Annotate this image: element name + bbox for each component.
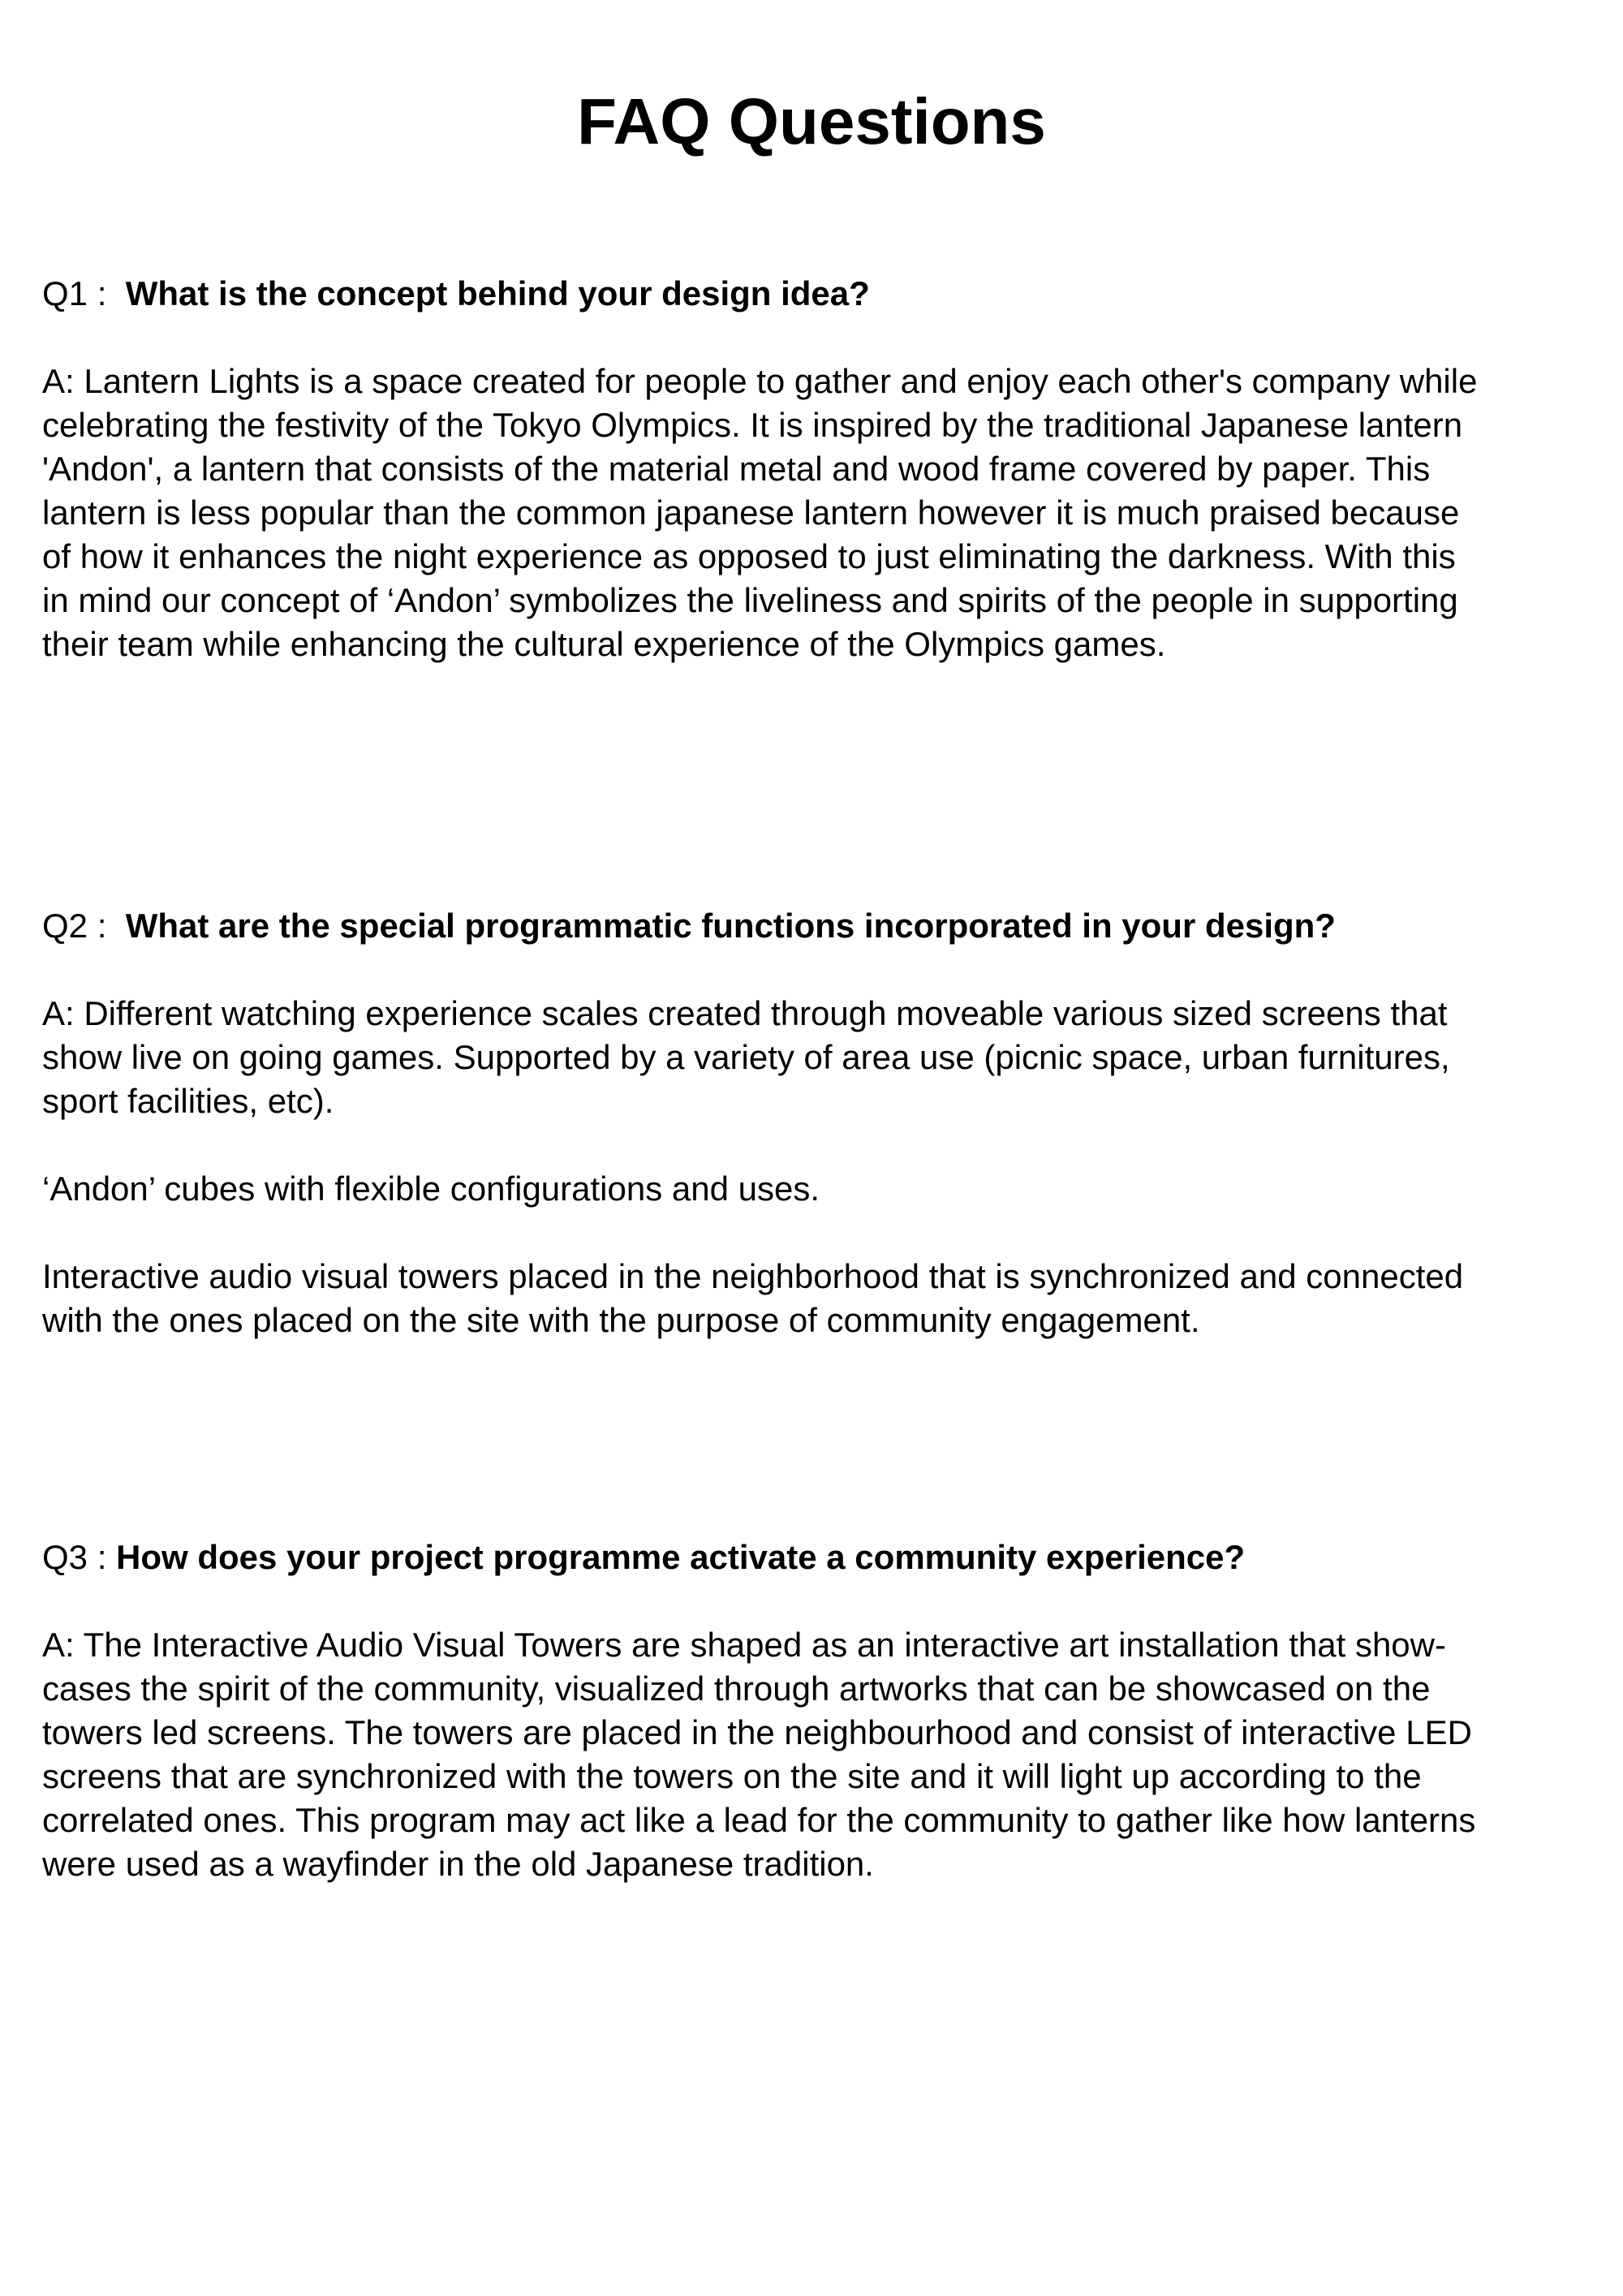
answer-line: with the ones placed on the site with the purpose of community engagement. [42, 1301, 1200, 1339]
page-title: FAQ Questions [577, 85, 1046, 157]
answer-line: A: The Interactive Audio Visual Towers are shaped as an interactive art installation that show- [42, 1626, 1446, 1664]
faq-item [42, 1536, 1600, 1886]
answer-line: cases the spirit of the community, visualized through artworks that can be showcased on the [42, 1669, 1431, 1708]
faq-answer [42, 1623, 1600, 1886]
answer-line: celebrating the festivity of the Tokyo Olympics. It is inspired by the traditional Japanese lantern [42, 406, 1463, 444]
faq-item [42, 272, 1600, 666]
faq-answer [42, 360, 1600, 666]
answer-line: A: Different watching experience scales created through moveable various sized screens that [42, 994, 1448, 1032]
question-label: Q2 : [42, 907, 107, 945]
answer-line: lantern is less popular than the common japanese lantern however it is much praised because [42, 493, 1460, 532]
question-text: What is the concept behind your design idea? [125, 274, 870, 312]
paragraph-gap [42, 1123, 1600, 1167]
answer-line: 'Andon', a lantern that consists of the material metal and wood frame covered by paper. This [42, 450, 1431, 488]
answer-line: Interactive audio visual towers placed in the neighborhood that is synchronized and connected [42, 1257, 1464, 1295]
answer-line: show live on going games. Supported by a variety of area use (picnic space, urban furnitures, [42, 1038, 1450, 1076]
answer-line: correlated ones. This program may act like a lead for the community to gather like how lanterns [42, 1801, 1476, 1839]
question-label: Q3 : [42, 1538, 107, 1576]
answer-line: sport facilities, etc). [42, 1082, 334, 1120]
answer-line: in mind our concept of ‘Andon’ symbolizes the liveliness and spirits of the people in supporting [42, 581, 1458, 619]
faq-item [42, 904, 1600, 1342]
question-text: What are the special programmatic functions incorporated in your design? [125, 907, 1336, 945]
answer-line: towers led screens. The towers are placed in the neighbourhood and consist of interactive LED [42, 1713, 1472, 1751]
paragraph-gap [42, 1211, 1600, 1255]
faq-question [42, 904, 1600, 948]
faq-question [42, 272, 1600, 316]
question-text: How does your project programme activate a community experience? [116, 1538, 1246, 1576]
faq-answer [42, 992, 1600, 1342]
answer-line: of how it enhances the night experience as opposed to just eliminating the darkness. With this [42, 537, 1456, 575]
answer-line: were used as a wayfinder in the old Japanese tradition. [42, 1845, 874, 1883]
answer-line: screens that are synchronized with the towers on the site and it will light up according to the [42, 1757, 1422, 1795]
answer-line: their team while enhancing the cultural experience of the Olympics games. [42, 625, 1166, 663]
answer-line: ‘Andon’ cubes with flexible configurations and uses. [42, 1170, 820, 1208]
answer-line: A: Lantern Lights is a space created for people to gather and enjoy each other's company while [42, 362, 1478, 400]
faq-question [42, 1536, 1600, 1579]
question-label: Q1 : [42, 274, 107, 312]
